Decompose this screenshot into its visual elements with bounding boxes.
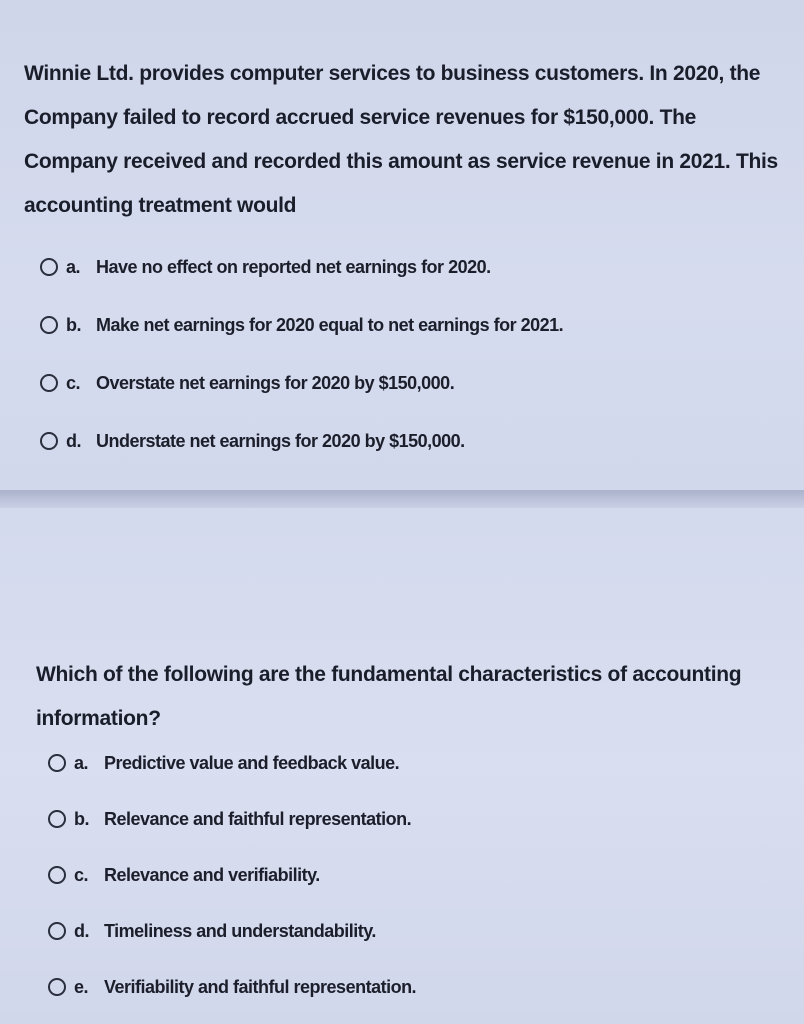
option-label: Make net earnings for 2020 equal to net earnings for 2021. <box>96 314 564 335</box>
option-letter: e. <box>74 976 89 997</box>
option-label: Relevance and faithful representation. <box>104 808 412 829</box>
option-label: Overstate net earnings for 2020 by $150,000. <box>96 372 455 393</box>
radio-button[interactable] <box>40 316 58 334</box>
option-letter: d. <box>66 430 81 451</box>
option-letter: a. <box>66 256 81 277</box>
option-letter: b. <box>74 808 89 829</box>
question-2-options <box>48 735 416 1015</box>
question-1-option-a[interactable] <box>40 238 563 296</box>
option-label: Predictive value and feedback value. <box>104 752 400 773</box>
question-1-option-c[interactable] <box>40 354 563 412</box>
option-label: Have no effect on reported net earnings for 2020. <box>96 256 491 277</box>
question-2-text: Which of the following are the fundamental characteristics of accounting information? <box>36 663 742 730</box>
radio-button[interactable] <box>40 432 58 450</box>
radio-button[interactable] <box>48 754 66 772</box>
radio-button[interactable] <box>40 258 58 276</box>
question-1-panel <box>0 0 804 490</box>
option-label: Understate net earnings for 2020 by $150,000. <box>96 430 465 451</box>
radio-button[interactable] <box>48 978 66 996</box>
question-2-option-b[interactable] <box>48 791 416 847</box>
question-1-option-d[interactable] <box>40 412 563 470</box>
question-2-option-e[interactable] <box>48 959 416 1015</box>
question-1-text: Winnie Ltd. provides computer services to business customers. In 2020, the Company failed to record accrued service revenues for $150,000. The Company received and recorded this amount as service revenue in 2021. This accounting treatment would <box>24 62 778 217</box>
option-label: Timeliness and understandability. <box>104 920 376 941</box>
option-label: Verifiability and faithful representation. <box>104 976 417 997</box>
question-2-option-d[interactable] <box>48 903 416 959</box>
option-letter: c. <box>74 864 89 885</box>
question-2-panel <box>0 508 804 1024</box>
option-letter: a. <box>74 752 89 773</box>
radio-button[interactable] <box>40 374 58 392</box>
question-1-option-b[interactable] <box>40 296 563 354</box>
radio-button[interactable] <box>48 810 66 828</box>
question-1-options <box>40 238 563 470</box>
panel-divider <box>0 490 804 508</box>
option-letter: d. <box>74 920 89 941</box>
radio-button[interactable] <box>48 922 66 940</box>
option-label: Relevance and verifiability. <box>104 864 320 885</box>
question-2-option-a[interactable] <box>48 735 416 791</box>
option-letter: c. <box>66 372 81 393</box>
option-letter: b. <box>66 314 81 335</box>
radio-button[interactable] <box>48 866 66 884</box>
question-2-option-c[interactable] <box>48 847 416 903</box>
